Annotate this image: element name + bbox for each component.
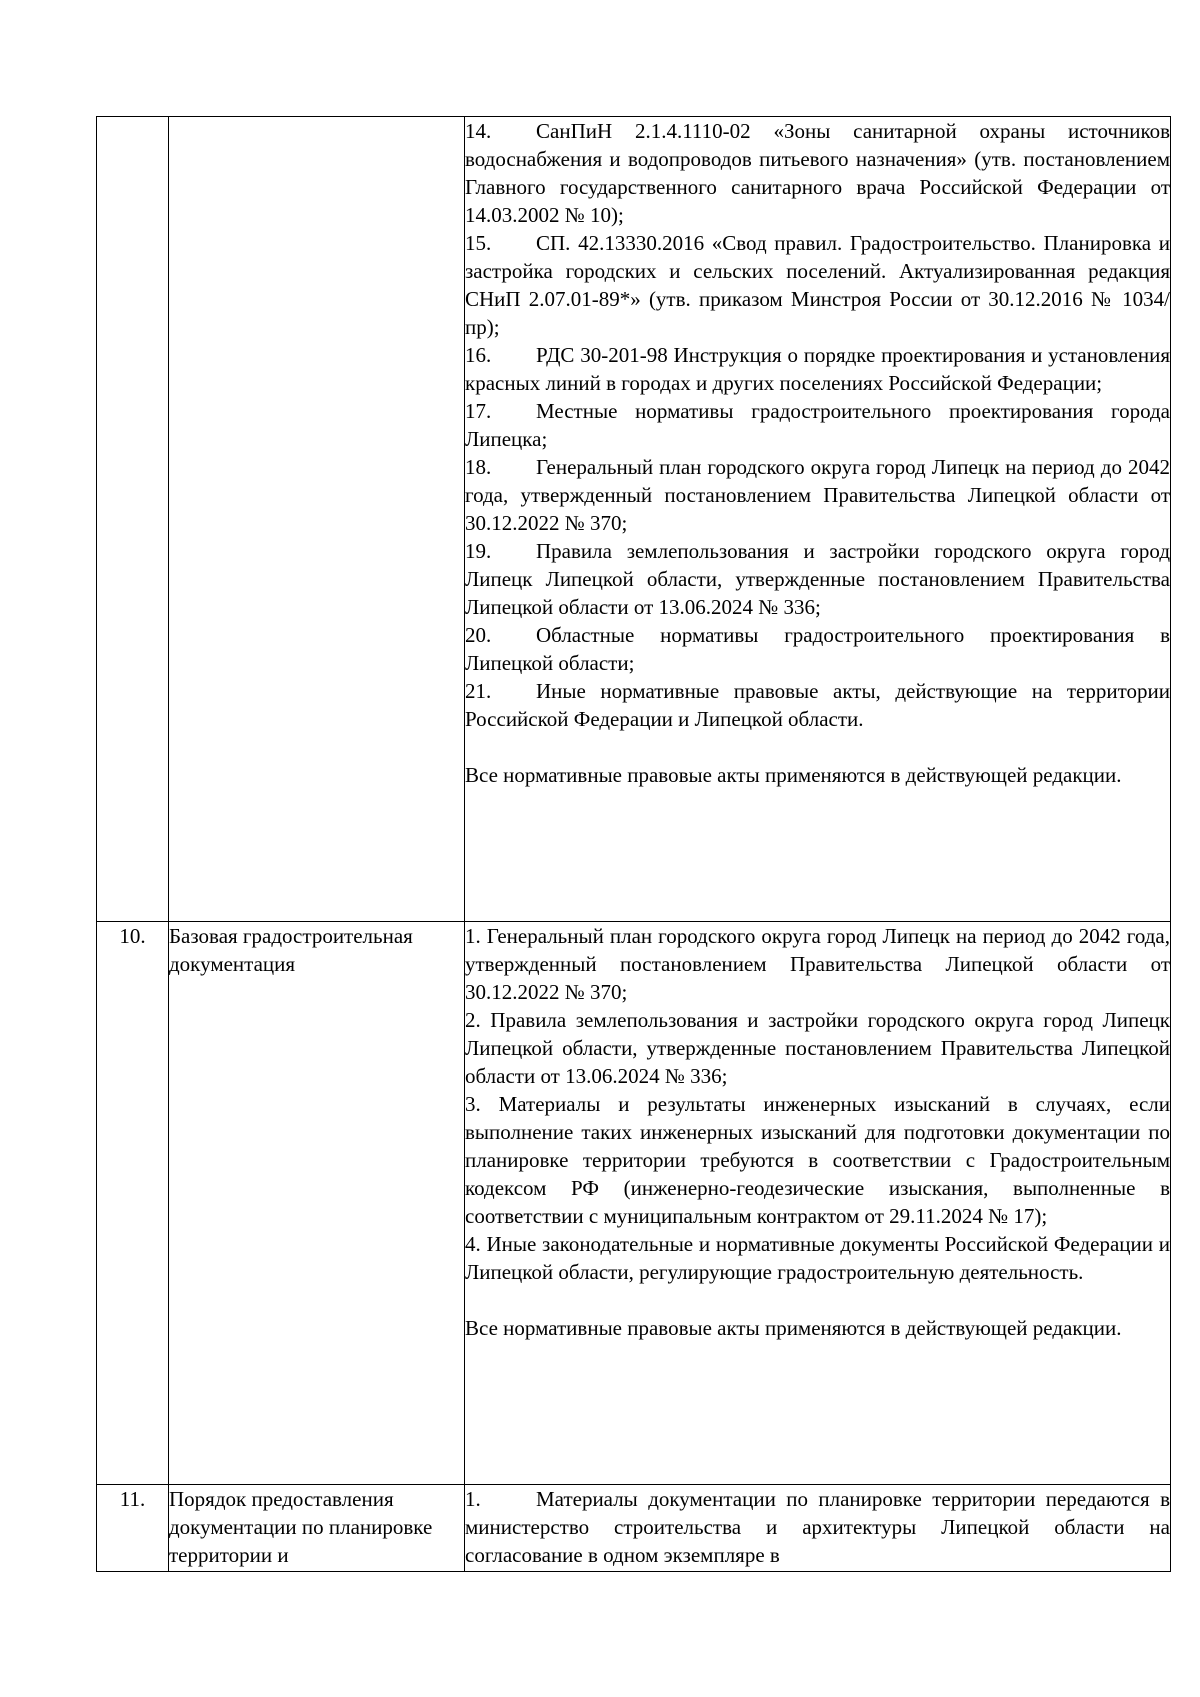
list-item (465, 453, 1170, 537)
list-item (465, 1485, 1170, 1569)
row-content-cell (465, 1485, 1171, 1572)
list-item (465, 677, 1170, 733)
spacer (465, 733, 1170, 761)
row-heading-cell (169, 1485, 465, 1572)
row-heading-cell (169, 117, 465, 922)
table-row (97, 117, 1171, 922)
item-text: Иные нормативные правовые акты, действующие на территории Российской Федерации и Липецкой области. (465, 679, 1170, 731)
list-item (465, 117, 1170, 229)
item-text: Генеральный план городского округа город Липецк на период до 2042 года, утвержденный постановлением Правительства Липецкой области от 30.12.2022 № 370; (465, 455, 1170, 535)
applicability-note: Все нормативные правовые акты применяются в действующей редакции. (465, 1316, 1122, 1340)
item-number: 14. (465, 119, 492, 143)
applicability-note: Все нормативные правовые акты применяются в действующей редакции. (465, 763, 1122, 787)
list-item: 1. Генеральный план городского округа город Липецк на период до 2042 года, утвержденный постановлением Правительства Липецкой области от 30.12.2022 № 370; (465, 924, 1170, 1004)
list-item: 4. Иные законодательные и нормативные документы Российской Федерации и Липецкой области, регулирующие градостроительную деятельность. (465, 1232, 1170, 1284)
row-number-cell: 10. (97, 922, 169, 1485)
item-number: 1. (465, 1487, 481, 1511)
list-item (465, 621, 1170, 677)
item-number: 17. (465, 399, 492, 423)
item-text: Материалы документации по планировке территории передаются в министерство строительства и архитектуры Липецкой области на согласование в одном экземпляре в (465, 1487, 1170, 1567)
spacer (465, 1286, 1170, 1314)
row-content-cell (465, 922, 1171, 1485)
item-number: 19. (465, 539, 492, 563)
list-item (465, 229, 1170, 341)
item-text: Областные нормативы градостроительного проектирования в Липецкой области; (465, 623, 1170, 675)
row-heading-text: Порядок предоставления документации по планировке территории и (169, 1487, 433, 1567)
item-text: Правила землепользования и застройки городского округа город Липецк Липецкой области, утвержденные постановлением Правительства Липецкой области от 13.06.2024 № 336; (465, 539, 1170, 619)
item-number: 16. (465, 343, 492, 367)
list-item: 2. Правила землепользования и застройки городского округа город Липецк Липецкой области, утвержденные постановлением Правительства Липецкой области от 13.06.2024 № 336; (465, 1008, 1170, 1088)
clipped-content (465, 1485, 1170, 1571)
row-heading-cell: Базовая градостроительная документация (169, 922, 465, 1485)
list-item (465, 537, 1170, 621)
list-item: 3. Материалы и результаты инженерных изысканий в случаях, если выполнение таких инженерных изысканий для подготовки документации по планировке территории требуются в соответствии с Градостроительным кодексом РФ (инженерно-геодезические изыскания, выполненные в соответствии с муниципальным контрактом от 29.11.2024 № 17); (465, 1092, 1170, 1228)
item-number: 20. (465, 623, 492, 647)
item-number: 18. (465, 455, 492, 479)
table-row (97, 922, 1171, 1485)
item-number: 15. (465, 231, 492, 255)
row-number-cell (97, 117, 169, 922)
item-text: РДС 30-201-98 Инструкция о порядке проектирования и установления красных линий в городах и других поселениях Российской Федерации; (465, 343, 1170, 395)
item-text: СанПиН 2.1.4.1110-02 «Зоны санитарной охраны источников водоснабжения и водопроводов питьевого назначения» (утв. постановлением Главного государственного санитарного врача Российской Федерации от 14.03.2002 № 10); (465, 119, 1170, 227)
row-number-cell: 11. (97, 1485, 169, 1572)
table-row (97, 1485, 1171, 1572)
list-item (465, 397, 1170, 453)
row-content-cell (465, 117, 1171, 922)
list-item (465, 341, 1170, 397)
specification-table (96, 116, 1171, 1572)
item-text: СП. 42.13330.2016 «Свод правил. Градостроительство. Планировка и застройка городских и сельских поселений. Актуализированная редакция СНиП 2.07.01-89*» (утв. приказом Минстроя России от 30.12.2016 № 1034/пр); (465, 231, 1170, 339)
item-number: 21. (465, 679, 492, 703)
item-text: Местные нормативы градостроительного проектирования города Липецка; (465, 399, 1170, 451)
